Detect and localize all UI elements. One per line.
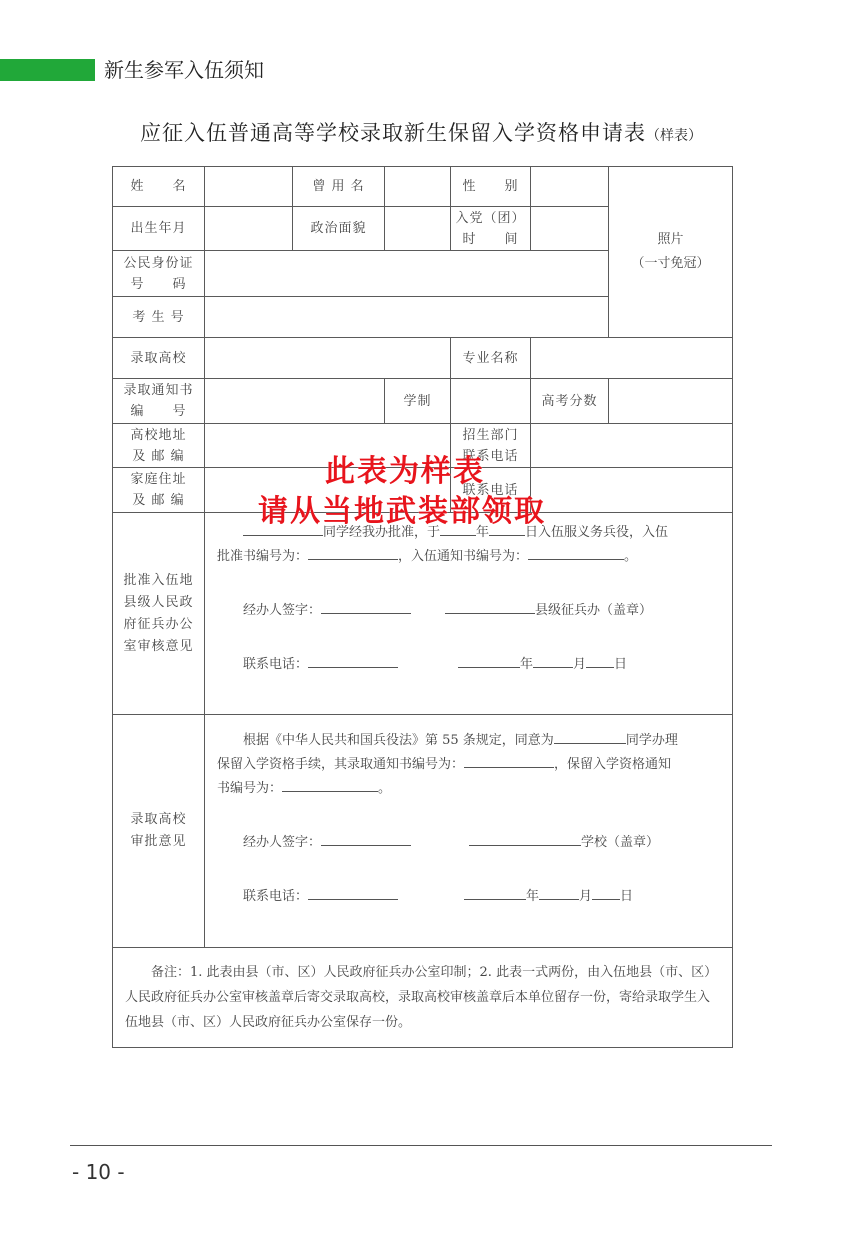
name-label: 姓 名 (113, 167, 205, 207)
party-join-label (451, 207, 531, 251)
score-field[interactable] (609, 379, 733, 424)
birth-label: 出生年月 (113, 207, 205, 251)
blank-college-handler-signature[interactable] (321, 831, 411, 846)
enlist-notice-number-text: ，入伍通知书编号为： (398, 549, 529, 564)
duration-label: 学制 (385, 379, 451, 424)
party-join-label-line1: 入党（团） (455, 210, 526, 226)
college-approval-line2 (217, 753, 720, 777)
blank-college-day[interactable] (592, 885, 620, 900)
blank-county-year[interactable] (458, 653, 520, 668)
county-contact-line (217, 653, 720, 677)
county-review-label-line3: 府征兵办公 (123, 616, 194, 632)
home-address-label (113, 468, 205, 513)
day-text: 日 (614, 657, 628, 672)
year-text: 年 (476, 525, 490, 540)
college-field[interactable] (205, 338, 451, 379)
retain-notice-text: ，保留入学资格通知 (554, 757, 672, 772)
college-approval-line3 (217, 777, 720, 801)
blank-approved-student[interactable] (554, 729, 626, 744)
school-stamp-text: 学校（盖章） (581, 835, 660, 850)
gender-label: 性 别 (451, 167, 531, 207)
exam-number-label: 考 生 号 (113, 297, 205, 338)
major-label: 专业名称 (451, 338, 531, 379)
blank-retain-notice-number[interactable] (282, 777, 378, 792)
table-row (113, 513, 733, 715)
home-address-label-line1: 家庭住址 (130, 472, 187, 487)
blank-county-day[interactable] (586, 653, 614, 668)
contact-phone-field[interactable] (531, 468, 733, 513)
blank-enlist-notice-number[interactable] (528, 545, 624, 560)
admission-phone-label-line2: 联系电话 (462, 448, 519, 464)
blank-college-month[interactable] (539, 885, 579, 900)
blank-county-phone[interactable] (308, 653, 398, 668)
document-title (0, 117, 842, 147)
photo-label: 照片 (657, 232, 684, 247)
remarks-cell (113, 948, 733, 1048)
retain-text: 保留入学资格手续，其录取通知书编号为： (217, 757, 465, 772)
day-text: 日 (620, 889, 634, 904)
admission-phone-field[interactable] (531, 424, 733, 468)
score-label: 高考分数 (531, 379, 609, 424)
book-number-text: 书编号为： (217, 781, 283, 796)
sample-watermark-line1: 此表为样表 (325, 454, 485, 489)
blank-handler-signature[interactable] (321, 599, 411, 614)
photo-size-label: （一寸免冠） (631, 256, 710, 271)
contact-phone-label: 联系电话 (451, 468, 531, 513)
approval-number-text: 批准书编号为： (217, 549, 309, 564)
law-reference-text: 根据《中华人民共和国兵役法》第 55 条规定，同意为 (243, 733, 554, 748)
blank-school-stamp[interactable] (469, 831, 581, 846)
blank-college-year[interactable] (464, 885, 526, 900)
document-title-suffix: （样表） (646, 128, 702, 144)
college-address-label (113, 424, 205, 468)
page-number: - 10 - (72, 1160, 125, 1184)
county-review-label-line1: 批准入伍地 (123, 572, 194, 588)
header-title: 新生参军入伍须知 (104, 58, 264, 82)
gender-field[interactable] (531, 167, 609, 207)
notice-number-label (113, 379, 205, 424)
county-review-label-line2: 县级人民政 (123, 594, 194, 610)
handler-sign-text: 经办人签字： (243, 835, 322, 850)
political-field[interactable] (385, 207, 451, 251)
document-title-text: 应征入伍普通高等学校录取新生保留入学资格申请表 (140, 121, 646, 145)
footer-divider (70, 1145, 772, 1146)
month-text: 月 (579, 889, 593, 904)
table-row (113, 948, 733, 1048)
former-name-label: 曾 用 名 (293, 167, 385, 207)
table-row (113, 379, 733, 424)
name-field[interactable] (205, 167, 293, 207)
admission-phone-label-line1: 招生部门 (462, 427, 519, 443)
blank-college-phone[interactable] (308, 885, 398, 900)
duration-field[interactable] (451, 379, 531, 424)
county-review-line2 (217, 545, 720, 569)
table-row (113, 338, 733, 379)
college-address-label-line1: 高校地址 (130, 427, 187, 443)
id-number-label-line2: 号 码 (130, 276, 187, 292)
photo-box[interactable] (609, 167, 733, 338)
political-label: 政治面貌 (293, 207, 385, 251)
sample-watermark-line2: 请从当地武装部领取 (258, 494, 546, 529)
county-signature-line (217, 599, 720, 623)
id-number-label-line1: 公民身份证 (123, 255, 194, 271)
party-join-field[interactable] (531, 207, 609, 251)
exam-number-field[interactable] (205, 297, 609, 338)
college-approval-label (113, 715, 205, 948)
handler-sign-text: 经办人签字： (243, 603, 322, 618)
blank-county-stamp[interactable] (445, 599, 535, 614)
college-address-label-line2: 及 邮 编 (132, 448, 185, 464)
handle-text: 同学办理 (625, 733, 678, 748)
id-number-label (113, 251, 205, 297)
college-label: 录取高校 (113, 338, 205, 379)
period-text: 。 (378, 781, 392, 796)
college-signature-line (217, 831, 720, 855)
blank-approval-number[interactable] (308, 545, 398, 560)
notice-number-label-line1: 录取通知书 (123, 383, 194, 398)
period-text: 。 (624, 549, 638, 564)
id-number-field[interactable] (205, 251, 609, 297)
application-form-table (112, 166, 733, 1048)
college-approval-line1 (217, 729, 720, 753)
table-row (113, 715, 733, 948)
year-text: 年 (526, 889, 540, 904)
county-stamp-text: 县级征兵办（盖章） (535, 603, 653, 618)
blank-admission-notice-number[interactable] (464, 753, 554, 768)
header-accent-bar (0, 59, 95, 81)
county-review-label-line4: 室审核意见 (123, 638, 194, 654)
college-contact-line (217, 885, 720, 909)
conscript-day-text: 日入伍服义务兵役，入伍 (525, 525, 669, 540)
notice-number-field[interactable] (205, 379, 385, 424)
college-approval-section[interactable] (205, 715, 733, 948)
month-text: 月 (573, 657, 587, 672)
contact-tel-text: 联系电话： (243, 889, 309, 904)
major-field[interactable] (531, 338, 733, 379)
county-review-section[interactable] (205, 513, 733, 715)
year-text: 年 (520, 657, 534, 672)
county-review-label (113, 513, 205, 715)
college-approval-label-line1: 录取高校 (130, 812, 187, 827)
party-join-label-line2: 时 间 (462, 231, 519, 247)
birth-field[interactable] (205, 207, 293, 251)
county-approve-text: 同学经我办批准，于 (323, 525, 441, 540)
former-name-field[interactable] (385, 167, 451, 207)
notice-number-label-line2: 编 号 (130, 404, 187, 419)
remarks-text: 备注：1. 此表由县（市、区）人民政府征兵办公室印制；2. 此表一式两份，由入伍地县（市、区）人民政府征兵办公室审核盖章后寄交录取高校，录取高校审核盖章后本单位留存一份，寄给录取学生入伍地县（市、区）人民政府征兵办公室保存一份。 (125, 965, 718, 1030)
contact-tel-text: 联系电话： (243, 657, 309, 672)
table-row (113, 167, 733, 207)
blank-county-month[interactable] (533, 653, 573, 668)
home-address-label-line2: 及 邮 编 (132, 493, 185, 508)
college-approval-label-line2: 审批意见 (130, 834, 187, 849)
